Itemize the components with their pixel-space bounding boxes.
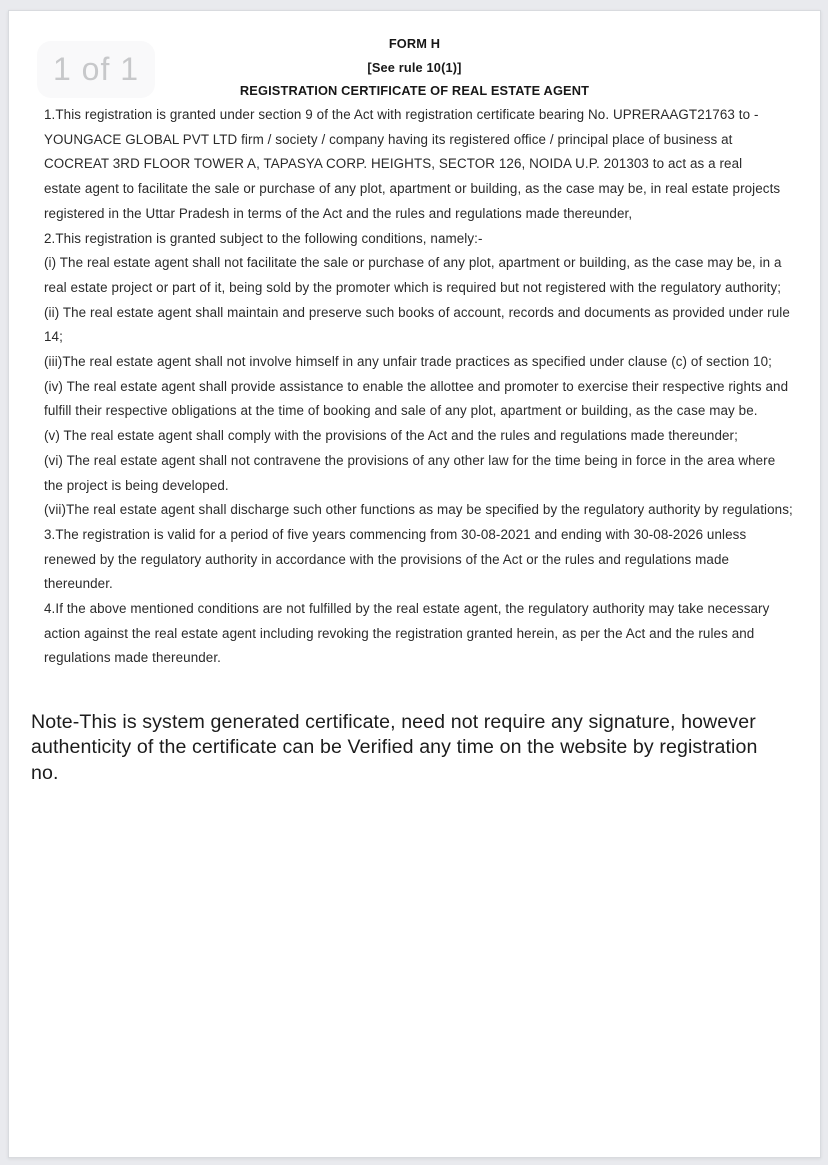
certificate-note-line: no.	[31, 761, 59, 784]
certificate-body-line: registered in the Uttar Pradesh in terms of the Act and the rules and regulations made thereunder,	[44, 205, 633, 221]
certificate-body-line: (v) The real estate agent shall comply with the provisions of the Act and the rules and regulations made thereunder;	[44, 428, 738, 444]
rule-reference: [See rule 10(1)]	[367, 59, 462, 75]
certificate-title: REGISTRATION CERTIFICATE OF REAL ESTATE AGENT	[239, 83, 590, 98]
certificate-body-line: the project is being developed.	[44, 477, 229, 493]
certificate-body-line: YOUNGACE GLOBAL PVT LTD firm / society / company having its registered office / principal place of business at	[44, 131, 733, 147]
certificate-page	[8, 10, 821, 1158]
certificate-body-line: (iii)The real estate agent shall not involve himself in any unfair trade practices as specified under clause (c) of section 10;	[44, 354, 772, 370]
certificate-body-line: 2.This registration is granted subject to the following conditions, namely:-	[44, 230, 483, 246]
certificate-body-line: 4.If the above mentioned conditions are not fulfilled by the real estate agent, the regulatory authority may take necessary	[44, 601, 770, 617]
certificate-body-line: (vii)The real estate agent shall discharge such other functions as may be specified by the regulatory authority by regulations;	[44, 502, 793, 518]
certificate-body-line: (i) The real estate agent shall not facilitate the sale or purchase of any plot, apartment or building, as the case may be, in a	[44, 255, 782, 271]
certificate-note	[31, 710, 757, 786]
certificate-body-line: estate agent to facilitate the sale or purchase of any plot, apartment or building, as the case may be, in real estate projects	[44, 181, 781, 197]
form-title: FORM H	[388, 36, 441, 51]
certificate-body-line: COCREAT 3RD FLOOR TOWER A, TAPASYA CORP. HEIGHTS, SECTOR 126, NOIDA U.P. 201303 to act as a real	[44, 156, 743, 172]
certificate-body-line: (iv) The real estate agent shall provide assistance to enable the allottee and promoter to exercise their respective rights and	[44, 378, 789, 394]
certificate-body-line: regulations made thereunder.	[44, 650, 221, 666]
certificate-body-line: (vi) The real estate agent shall not contravene the provisions of any other law for the time being in force in the area where	[44, 452, 776, 468]
certificate-note-line: Note-This is system generated certificate, need not require any signature, however	[31, 711, 756, 733]
certificate-headings	[9, 32, 820, 103]
certificate-body-line: 3.The registration is valid for a period of five years commencing from 30-08-2021 and ending with 30-08-2026 unless	[44, 526, 747, 542]
certificate-body-line: renewed by the regulatory authority in accordance with the provisions of the Act or the rules and regulations made	[44, 551, 730, 567]
certificate-body-line: fulfill their respective obligations at the time of booking and sale of any plot, apartment or building, as the case may be.	[44, 403, 758, 419]
certificate-body-line: 1.This registration is granted under section 9 of the Act with registration certificate bearing No. UPRERAAGT21763 to -	[44, 107, 759, 122]
certificate-body-line: thereunder.	[44, 576, 113, 592]
certificate-note-line: authenticity of the certificate can be Verified any time on the website by registration	[31, 736, 758, 759]
certificate-body-line: (ii) The real estate agent shall maintain and preserve such books of account, records and documents as provided under rule	[44, 304, 790, 320]
certificate-body-line: real estate project or part of it, being sold by the promoter which is required but not registered with the regulatory authority;	[44, 279, 782, 295]
certificate-body-line: 14;	[44, 329, 63, 345]
certificate-body-line: action against the real estate agent including revoking the registration granted herein, as per the Act and the rules and	[44, 625, 755, 641]
page-indicator-label: 1 of 1	[52, 51, 140, 87]
certificate-body	[44, 103, 793, 671]
